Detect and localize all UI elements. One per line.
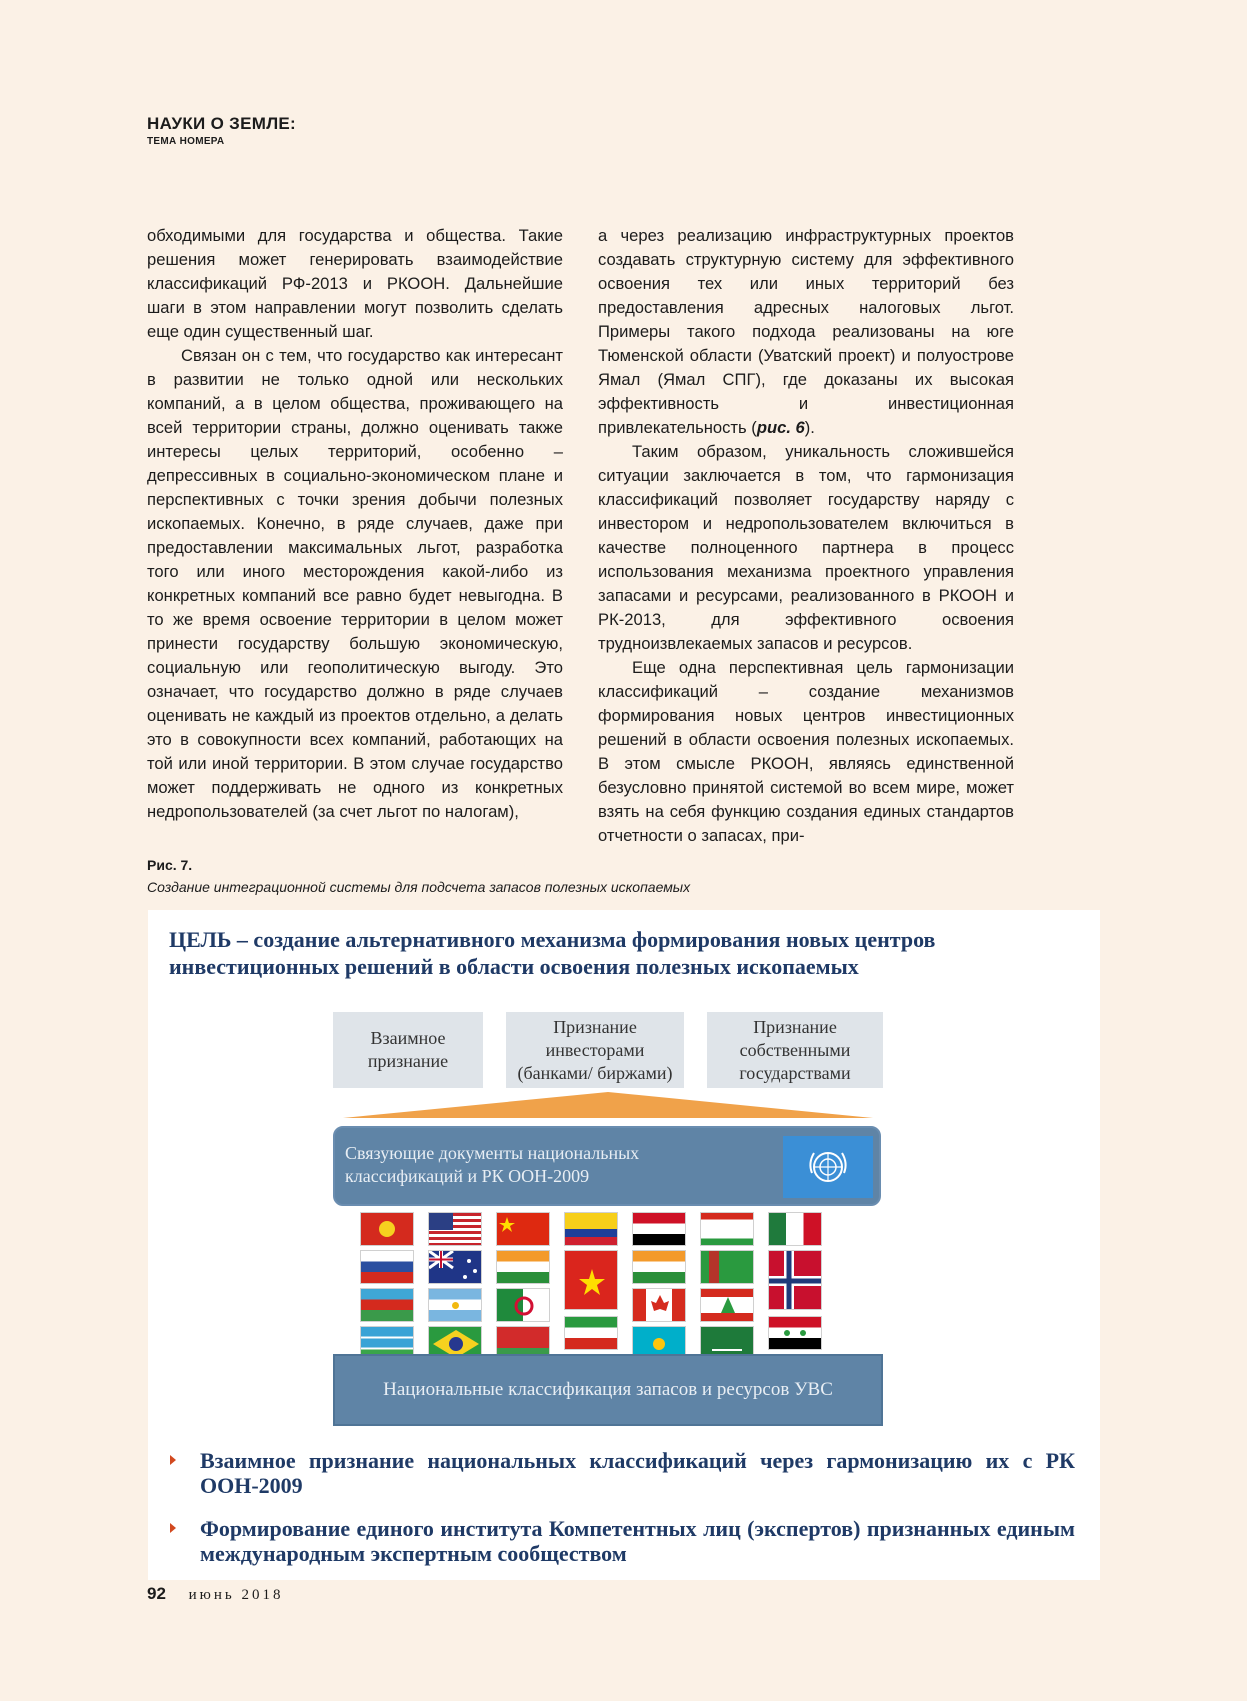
top-box-mutual-recognition: Взаимное признание — [333, 1012, 483, 1088]
bullet-arrow-icon — [170, 1455, 176, 1465]
un-flag-icon — [783, 1136, 873, 1198]
azerbaijan-flag-icon — [360, 1288, 414, 1322]
syria-flag-icon — [768, 1316, 822, 1350]
national-classifications-box: Национальные классификация запасов и ресурсов УВС — [333, 1354, 883, 1426]
bullet-arrow-icon — [170, 1523, 176, 1533]
bullet-text: Взаимное признание национальных классификаций через гармонизацию их с РК ООН-2009 — [200, 1448, 1075, 1498]
india-flag-icon — [632, 1250, 686, 1284]
figure-reference: рис. 6 — [756, 418, 805, 437]
figure-bullet — [170, 1448, 1075, 1498]
bullet-text: Формирование единого института Компетентных лиц (экспертов) признанных единым международным экспертным сообществом — [200, 1516, 1075, 1566]
top-box-investor-recognition: Признание инвесторами (банками/ биржами) — [506, 1012, 684, 1088]
paragraph: а через реализацию инфраструктурных проектов создавать структурную систему для эффективного освоения тех или иных территорий без предоставления адресных налоговых льгот. Примеры такого подхода реализованы на юге Тюменской области (Уватский проект) и полуострове Ямал (Ямал СПГ), где доказаны их высокая эффективность и инвестиционная привлекательность (рис. 6). — [598, 226, 1014, 437]
linking-documents-box — [333, 1126, 881, 1206]
iraq-flag-icon — [632, 1212, 686, 1246]
un-emblem-icon — [804, 1143, 852, 1191]
figure-goal-heading: ЦЕЛЬ – создание альтернативного механизма формирования новых центров инвестиционных решений в области освоения полезных ископаемых — [169, 927, 936, 979]
canada-flag-icon — [632, 1288, 686, 1322]
turkmenistan-flag-icon — [700, 1250, 754, 1284]
running-header — [147, 114, 296, 147]
figure-caption — [147, 854, 690, 898]
india-flag-icon — [496, 1250, 550, 1284]
tajikistan-flag-icon — [700, 1212, 754, 1246]
algeria-flag-icon — [496, 1288, 550, 1322]
russia-flag-icon — [360, 1250, 414, 1284]
lebanon-flag-icon — [700, 1288, 754, 1322]
paragraph: обходимыми для государства и общества. Такие решения может генерировать взаимодействие классификаций РФ-2013 и РКООН. Дальнейшие шаги в этом направлении могут позволить сделать еще один существенный шаг. — [147, 226, 563, 341]
top-box-state-recognition: Признание собственными государствами — [707, 1012, 883, 1088]
left-column — [147, 224, 563, 824]
paragraph: Еще одна перспективная цель гармонизации классификаций – создание механизмов формирования новых центров инвестиционных решений в области освоения полезных ископаемых. В этом смысле РКООН, являясь единственной безусловно принятой системой во всем мире, может взять на себя функцию создания единых стандартов отчетности о запасах, при- — [598, 658, 1014, 845]
figure — [148, 910, 1100, 1580]
paragraph: Связан он с тем, что государство как интересант в развитии не только одной или нескольких компаний, а в целом общества, проживающего на всей территории страны, должно оценивать также интересы целых территорий, особенно – депрессивных в социально-экономическом плане и перспективных с точки зрения добычи полезных ископаемых. Конечно, в ряде случаев, даже при предоставлении максимальных льгот, разработка того или иного месторождения какой-либо из конкретных компаний все равно будет невыгодна. В то же время освоение территории в целом может принести государству большую экономическую, социальную или геополитическую выгоду. Это означает, что государство должно в ряде случаев оценивать не каждый из проектов отдельно, а делать это в совокупности всех компаний, работающих на той или иной территории. В этом случае государство может поддерживать не одного из конкретных недропользователей (за счет льгот по налогам), — [147, 346, 563, 821]
issue-date: июнь 2018 — [188, 1587, 284, 1603]
argentina-flag-icon — [428, 1288, 482, 1322]
figure-bullet — [170, 1516, 1075, 1566]
section-subtitle: ТЕМА НОМЕРА — [147, 136, 225, 147]
section-title: НАУКИ О ЗЕМЛЕ: — [147, 114, 297, 133]
page-footer — [147, 1584, 284, 1604]
figure-number: Рис. 7. — [147, 857, 193, 873]
usa-flag-icon — [428, 1212, 482, 1246]
right-column — [598, 224, 1014, 848]
figure-caption-text: Создание интеграционной системы для подсчета запасов полезных ископаемых — [147, 879, 691, 895]
vietnam-flag-icon — [564, 1250, 618, 1310]
national-flags-grid — [360, 1212, 860, 1362]
orange-roof-shape — [343, 1090, 873, 1120]
kyrgyzstan-flag-icon — [360, 1212, 414, 1246]
australia-flag-icon — [428, 1250, 482, 1284]
iran-flag-icon — [564, 1316, 618, 1350]
paragraph: Таким образом, уникальность сложившейся ситуации заключается в том, что гармонизация классификаций позволяет государству наряду с инвестором и недропользователем включиться в качестве полноценного партнера в процесс использования механизма проектного управления запасами и ресурсами, реализованного в РКООН и РК-2013, для эффективного освоения трудноизвлекаемых запасов и ресурсов. — [598, 442, 1014, 653]
mexico-flag-icon — [768, 1212, 822, 1246]
china-flag-icon — [496, 1212, 550, 1246]
linking-documents-text: Связующие документы национальных классификаций и РК ООН-2009 — [345, 1143, 640, 1186]
venezuela-flag-icon — [564, 1212, 618, 1246]
norway-flag-icon — [768, 1250, 822, 1310]
page-number: 92 — [147, 1584, 166, 1603]
